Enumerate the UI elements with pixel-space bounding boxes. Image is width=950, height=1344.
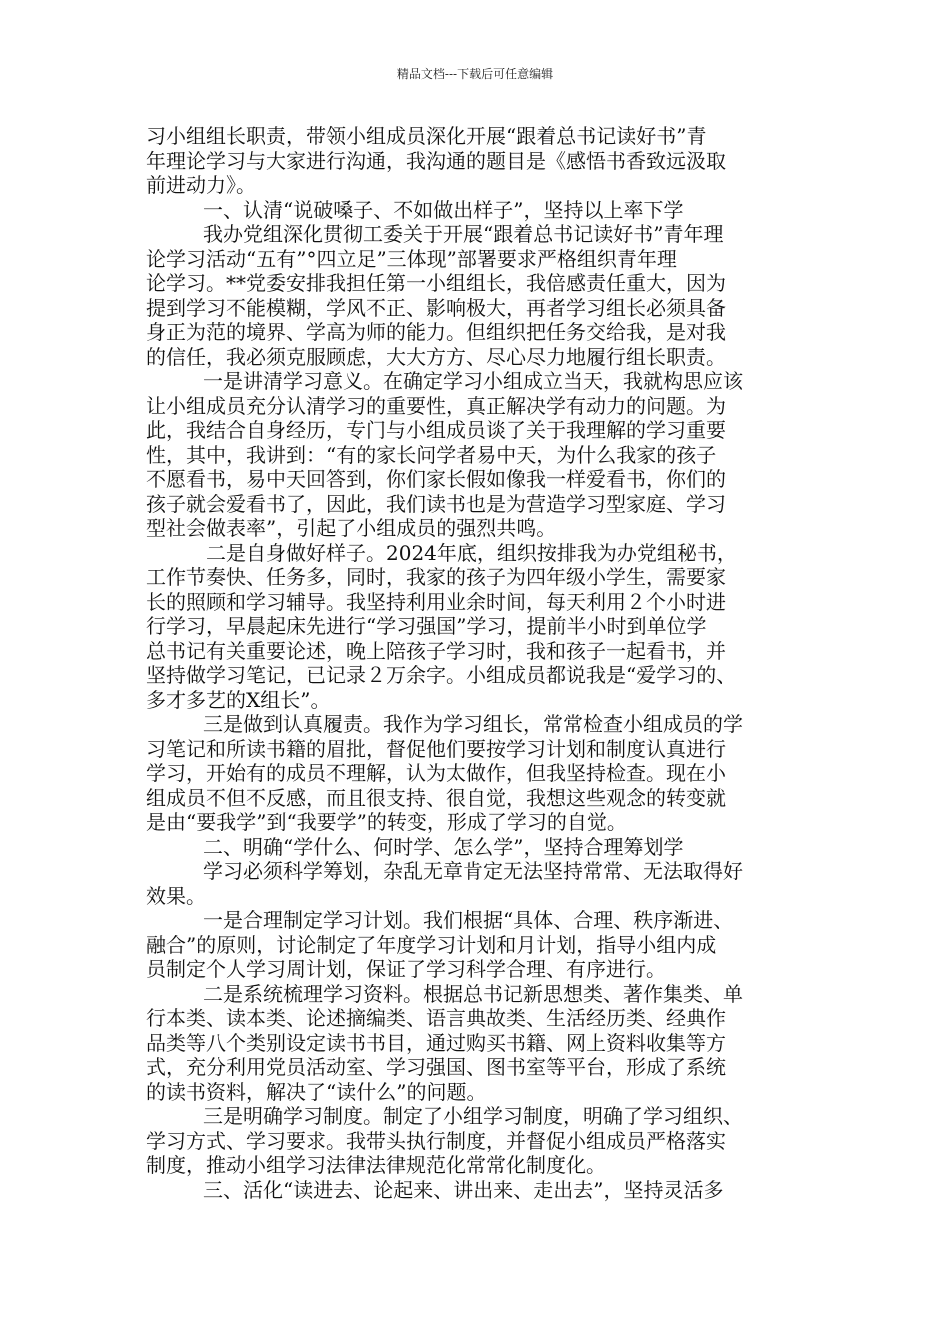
- text-line: 前进动力》。: [146, 173, 256, 197]
- paragraph-start: 学习必须科学筹划，杂乱无章肯定无法坚持常常、无法取得好: [203, 859, 743, 883]
- text-line: 让小组成员充分认清学习的重要性，真正解决学有动力的问题。为: [146, 393, 726, 418]
- section-heading-3: 三、活化“读进去、论起来、讲出来、走出去”，坚持灵活多: [203, 1177, 724, 1202]
- document-body: [146, 124, 810, 1202]
- text-line: 工作节奏快、任务多，同时，我家的孩子为四年级小学生，需要家: [146, 565, 726, 589]
- text-line: 学习，开始有的成员不理解，认为太做作，但我坚持检查。现在小: [146, 761, 726, 785]
- text-line: 的读书资料，解决了“读什么”的问题。: [146, 1079, 487, 1104]
- text-line: 式，充分利用党员活动室、学习强国、图书室等平台，形成了系统: [146, 1055, 726, 1079]
- paragraph-start: 二是系统梳理学习资料。根据总书记新思想类、著作集类、单: [203, 981, 743, 1006]
- text-line: 身正为范的境界、学高为师的能力。但组织把任务交给我，是对我: [146, 320, 726, 344]
- paragraph-start: 三是明确学习制度。制定了小组学习制度，明确了学习组织、: [203, 1104, 743, 1128]
- text-line: 坚持做学习笔记，已记录２万余字。小组成员都说我是“爱学习的、: [146, 663, 737, 687]
- text-line: 年理论学习与大家进行沟通，我沟通的题目是《感悟书香致远汲取: [146, 148, 726, 173]
- text-line: 总书记有关重要论述，晚上陪孩子学习时，我和孩子一起看书，并: [146, 638, 726, 663]
- text-line: 论学习活动“五有”°四立足”三体现”部署要求严格组织青年理: [146, 246, 677, 271]
- text-line: 行学习，早晨起床先进行“学习强国”学习，提前半小时到单位学: [146, 614, 707, 638]
- text-line: 不愿看书，易中天回答到，你们家长假如像我一样爱看书，你们的: [146, 467, 726, 491]
- text-line: 型社会做表率”，引起了小组成员的强烈共鸣。: [146, 516, 557, 540]
- text-line: 融合”的原则，讨论制定了年度学习计划和月计划，指导小组内成: [146, 932, 717, 957]
- paragraph-start: 三是做到认真履责。我作为学习组长，常常检查小组成员的学: [203, 712, 743, 736]
- text-line: 孩子就会爱看书了，因此，我们读书也是为营造学习型家庭、学习: [146, 491, 726, 516]
- text-line: 员制定个人学习周计划，保证了学习科学合理、有序进行。: [146, 957, 666, 981]
- text-line: 多才多艺的X组长”。: [146, 687, 331, 712]
- section-heading-2: 二、明确“学什么、何时学、怎么学”，坚持合理筹划学: [203, 834, 684, 859]
- text-line: 效果。: [146, 883, 206, 908]
- paragraph-start: 我办党组深化贯彻工委关于开展“跟着总书记读好书”青年理: [203, 222, 724, 246]
- page-header: 精品文档---下载后可任意编辑: [396, 67, 554, 81]
- text-line: 长的照顾和学习辅导。我坚持利用业余时间，每天利用２个小时进: [146, 589, 726, 614]
- text-line: 提到学习不能模糊，学风不正、影响极大，再者学习组长必须具备: [146, 295, 726, 320]
- text-line: 此，我结合自身经历，专门与小组成员谈了关于我理解的学习重要: [146, 418, 726, 442]
- text-line: 习小组组长职责，带领小组成员深化开展“跟着总书记读好书”青: [146, 124, 707, 148]
- text-line: 性，其中，我讲到：“有的家长问学者易中天，为什么我家的孩子: [146, 442, 717, 467]
- text-line: 行本类、读本类、论述摘编类、语言典故类、生活经历类、经典作: [146, 1006, 726, 1030]
- text-line: 的信任，我必须克服顾虑，大大方方、尽心尽力地履行组长职责。: [146, 344, 726, 369]
- paragraph-start: 一是合理制定学习计划。我们根据“具体、合理、秩序渐进、: [203, 908, 734, 932]
- text-line: 习笔记和所读书籍的眉批，督促他们要按学习计划和制度认真进行: [146, 736, 726, 761]
- paragraph-start: 二是自身做好样子。2024年底，组织按排我为办党组秘书，: [206, 540, 737, 565]
- section-heading-1: 一、认清“说破嗓子、不如做出样子”，坚持以上率下学: [203, 197, 684, 222]
- text-line: 是由“要我学”到“我要学”的转变，形成了学习的自觉。: [146, 810, 627, 834]
- text-line: 论学习。**党委安排我担任第一小组组长，我倍感责任重大，因为: [146, 271, 726, 295]
- text-line: 制度，推动小组学习法律法律规范化常常化制度化。: [146, 1153, 606, 1177]
- text-line: 学习方式、学习要求。我带头执行制度，并督促小组成员严格落实: [146, 1128, 726, 1153]
- text-line: 品类等八个类别设定读书书目，通过购买书籍、网上资料收集等方: [146, 1030, 726, 1055]
- text-line: 组成员不但不反感，而且很支持、很自觉，我想这些观念的转变就: [146, 785, 726, 810]
- paragraph-start: 一是讲清学习意义。在确定学习小组成立当天，我就构思应该: [203, 369, 743, 393]
